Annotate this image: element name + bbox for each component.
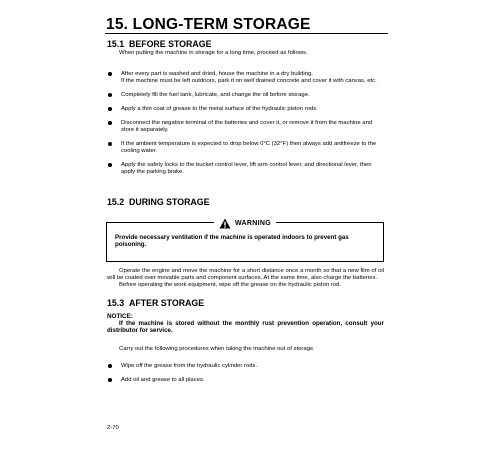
list-item: Apply a thin coat of grease to the metal surface of the hydraulic piston rods. — [107, 106, 384, 113]
section-heading-after-storage — [107, 298, 204, 308]
warning-header — [107, 217, 383, 229]
bullet-icon — [108, 378, 112, 382]
bullet-icon — [108, 364, 112, 368]
section-title: AFTER STORAGE — [129, 298, 205, 308]
bullet-icon — [108, 163, 112, 167]
warning-box — [106, 219, 384, 262]
before-storage-list — [107, 71, 384, 183]
notice-label: NOTICE: — [107, 313, 133, 320]
warning-triangle-icon — [219, 218, 231, 229]
bullet-icon — [108, 93, 112, 97]
chapter-title-rule — [105, 33, 388, 34]
chapter-title: 15. LONG-TERM STORAGE — [106, 16, 311, 33]
warning-label: WARNING — [235, 219, 271, 227]
during-storage-paragraph: Operate the engine and move the machine for a short distance once a month so that a new film of oil will be coated over movable parts and component surfaces. At the same time, also charge the batteries. Before operating the work equipment, wipe off the grease on the hydraulic piston rod. — [107, 268, 384, 288]
bullet-icon — [108, 72, 112, 76]
section-title: DURING STORAGE — [129, 197, 210, 207]
list-item: Disconnect the negative terminal of the batteries and cover it, or remove it from the machine and store it separately. — [107, 120, 384, 134]
list-item: After every part is washed and dried, house the machine in a dry building. If the machine must be left outdoors, park it on well drained concrete and cover it with canvas, etc. — [107, 71, 384, 85]
list-item: If the ambient temperature is expected to drop below 0°C (32°F) then always add antifreeze to the cooling water. — [107, 141, 384, 155]
list-item: Completely fill the fuel tank, lubricate, and change the oil before storage. — [107, 92, 384, 99]
notice-text: If the machine is stored without the monthly rust prevention operation, consult your distributor for service. — [107, 320, 384, 335]
list-item: Apply the safety locks to the bucket control lever, lift arm control lever, and directional lever, then apply the parking brake. — [107, 162, 384, 176]
bullet-icon — [108, 142, 112, 146]
after-storage-intro: Carry out the following procedures when taking the machine out of storage. — [119, 346, 315, 352]
page-number: 2-70 — [107, 425, 119, 431]
section-heading-before-storage — [107, 39, 211, 49]
section-number: 15.1 — [107, 39, 125, 49]
bullet-icon — [108, 107, 112, 111]
section-title: BEFORE STORAGE — [129, 39, 212, 49]
section-heading-during-storage — [107, 197, 209, 207]
bullet-icon — [108, 121, 112, 125]
before-storage-intro: When putting the machine in storage for a long time, proceed as follows. — [119, 50, 308, 56]
after-storage-list — [107, 363, 384, 391]
warning-text: Provide necessary ventilation if the machine is operated indoors to prevent gas poisoning. — [115, 234, 349, 249]
list-item: Add oil and grease to all places. — [107, 377, 384, 384]
section-number: 15.3 — [107, 298, 125, 308]
list-item: Wipe off the grease from the hydraulic cylinder rods. — [107, 363, 384, 370]
section-number: 15.2 — [107, 197, 125, 207]
